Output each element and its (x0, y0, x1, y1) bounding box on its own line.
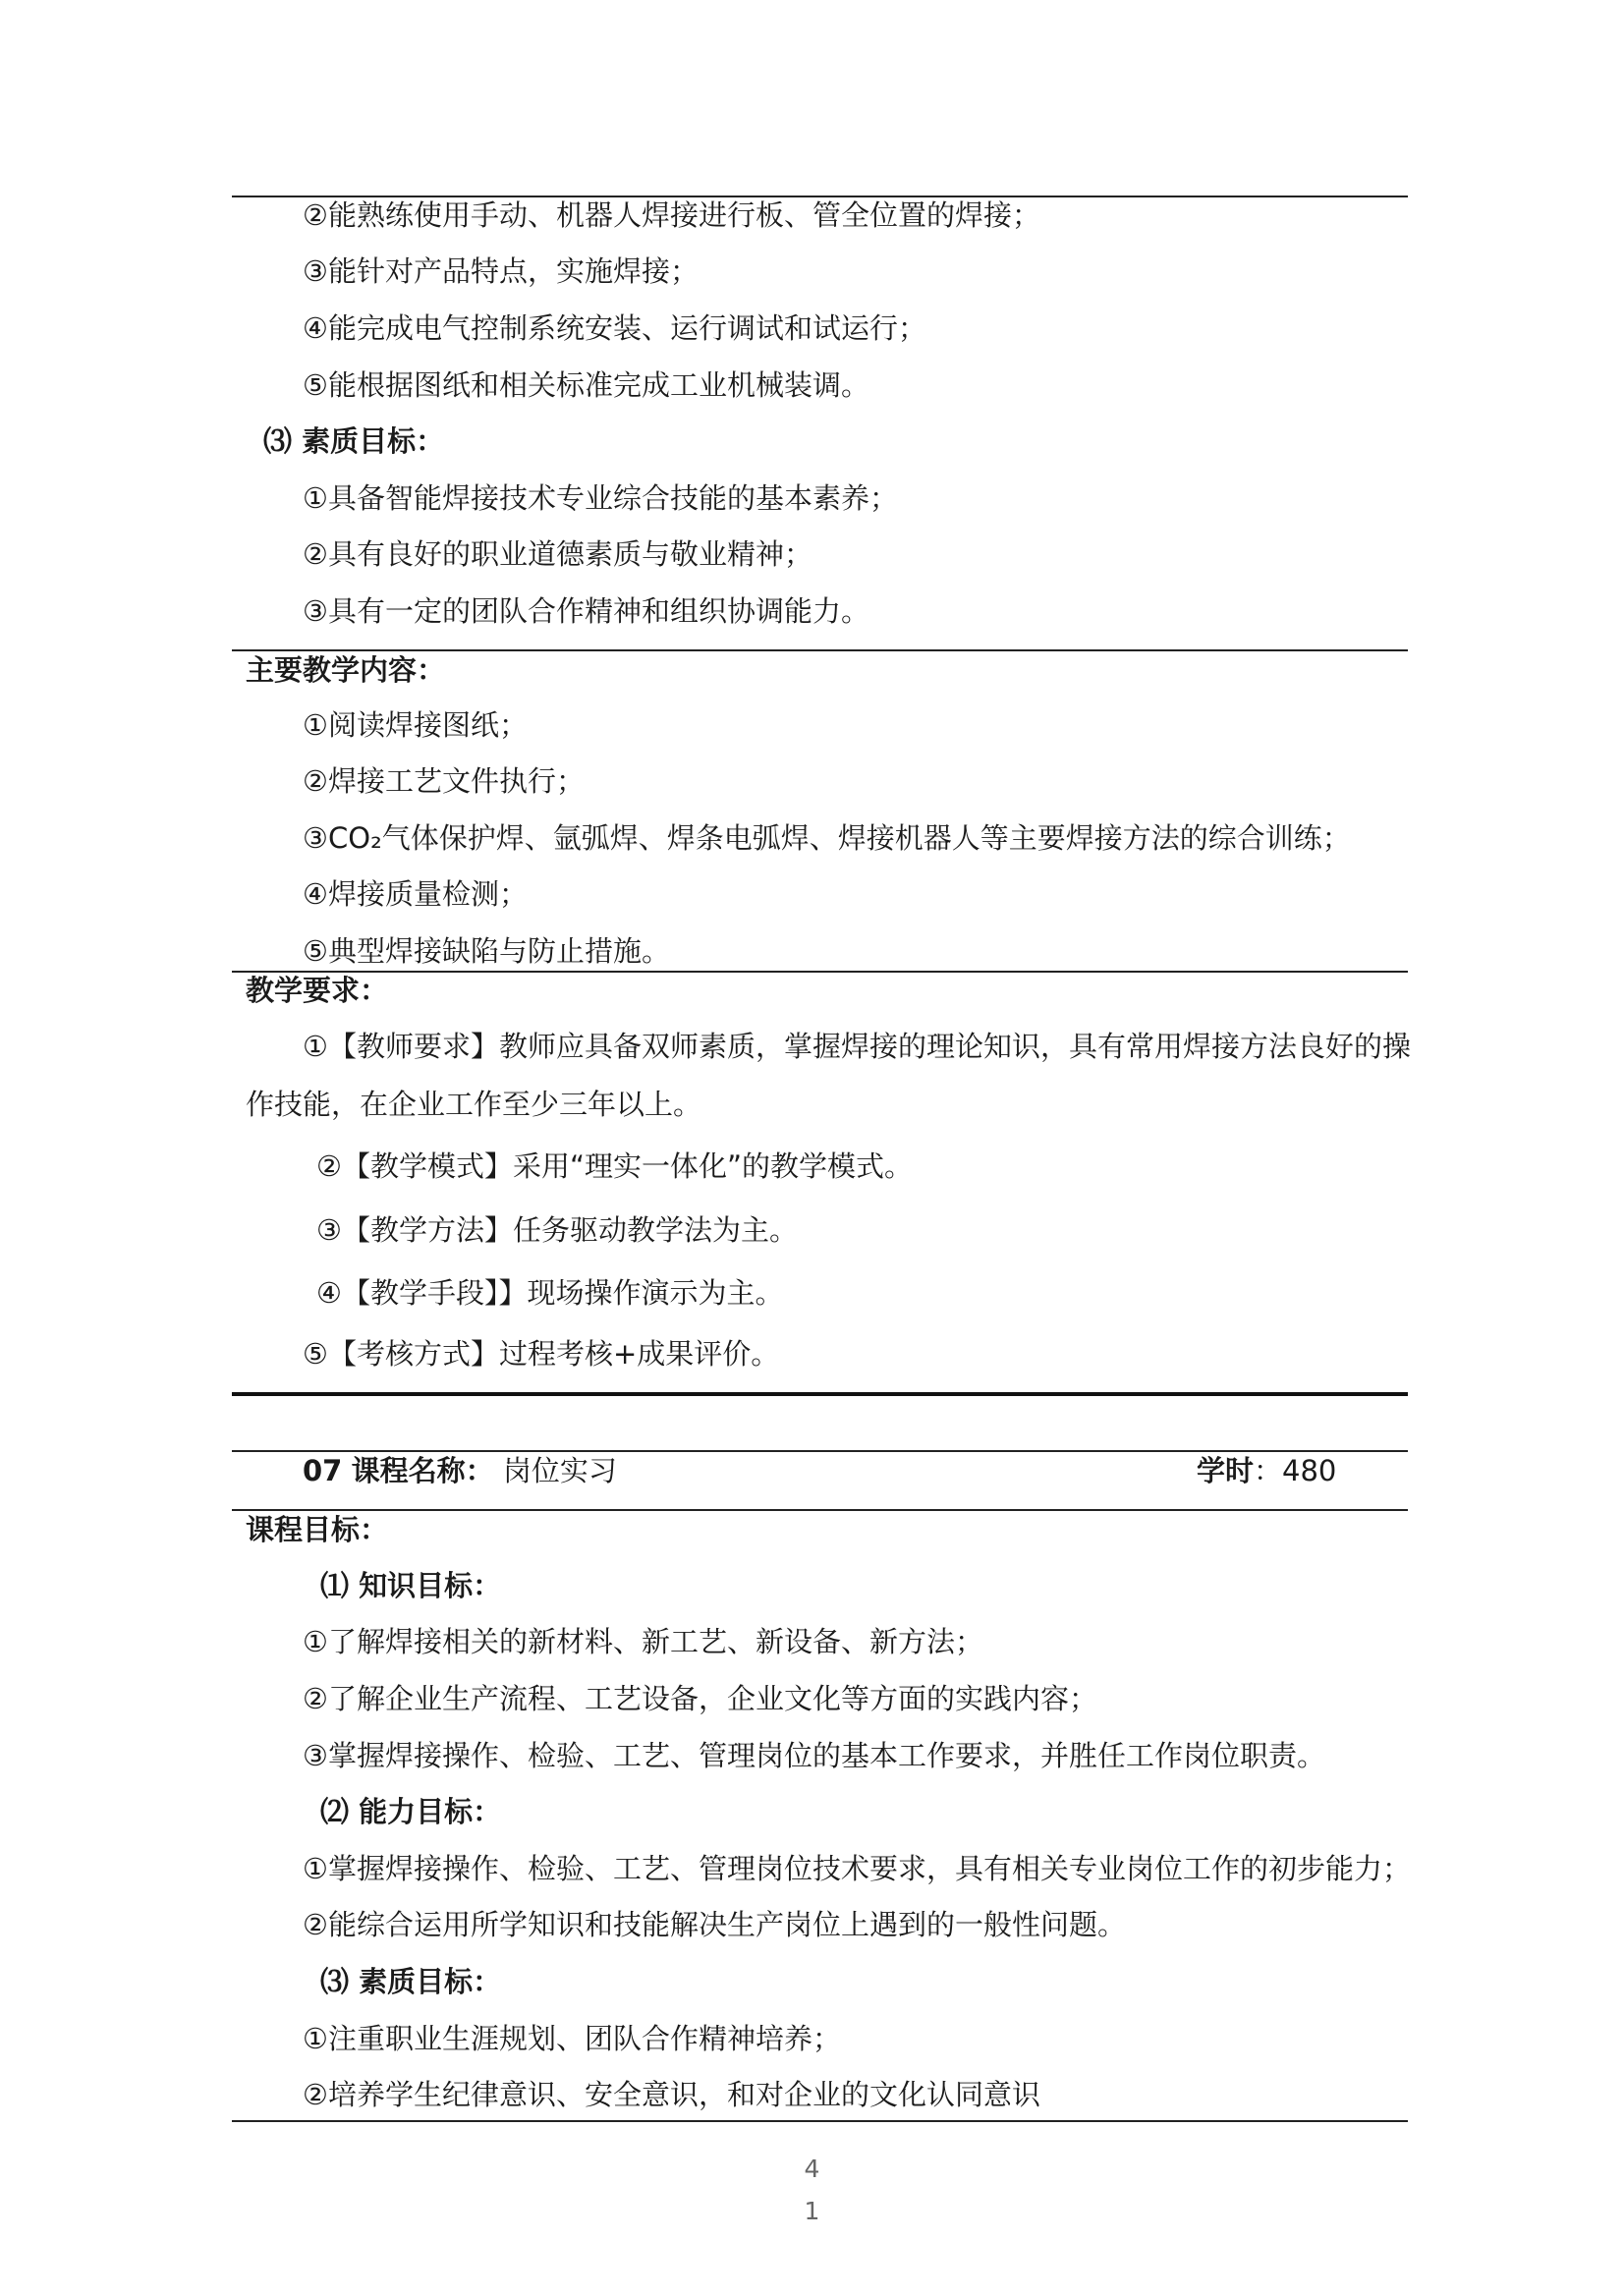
quality-line: ①注重职业生涯规划、团队合作精神培养； (303, 2022, 841, 2055)
page-number: 4 (804, 2155, 820, 2183)
knowledge-line: ②了解企业生产流程、工艺设备，企业文化等方面的实践内容； (303, 1682, 1097, 1715)
goal-heading: 课程目标： (246, 1513, 389, 1546)
requirement-line: ④【教学手段】】现场操作演示为主。 (316, 1276, 784, 1310)
content-heading: 主要教学内容： (246, 653, 446, 687)
knowledge-line: ①了解焊接相关的新材料、新工艺、新设备、新方法； (303, 1625, 983, 1658)
content-line: ①阅读焊接图纸； (303, 708, 528, 742)
quality-heading: ⑶ 素质目标： (263, 424, 445, 458)
knowledge-heading: ⑴ 知识目标： (320, 1569, 502, 1602)
requirement-line: ⑤【考核方式】过程考核+成果评价。 (303, 1337, 780, 1371)
table-rule (232, 2120, 1408, 2122)
knowledge-line: ③掌握焊接操作、检验、工艺、管理岗位的基本工作要求，并胜任工作岗位职责。 (303, 1739, 1325, 1772)
quality-line: ②具有良好的职业道德素质与敬业精神； (303, 537, 812, 571)
course-hours-value: ：480 (1254, 1454, 1337, 1487)
quality-line: ①具备智能焊接技术专业综合技能的基本素养； (303, 481, 898, 515)
requirement-line: ①【教师要求】教师应具备双师素质，掌握焊接的理论知识，具有常用焊接方法良好的操 (303, 1030, 1411, 1063)
requirement-line: ③【教学方法】任务驱动教学法为主。 (316, 1213, 798, 1247)
ability-line: ②能熟练使用手动、机器人焊接进行板、管全位置的焊接； (303, 198, 1040, 232)
ability-line: ①掌握焊接操作、检验、工艺、管理岗位技术要求，具有相关专业岗位工作的初步能力； (303, 1852, 1411, 1885)
content-line: ④焊接质量检测； (303, 877, 528, 911)
course-hours (1197, 1451, 1336, 1490)
course-number: 07 (303, 1454, 343, 1487)
table-rule (232, 971, 1408, 973)
ability-heading: ⑵ 能力目标： (320, 1795, 502, 1828)
content-line: ②焊接工艺文件执行； (303, 764, 585, 798)
requirement-line-cont: 作技能，在企业工作至少三年以上。 (246, 1088, 702, 1121)
course-name: 岗位实习 (502, 1454, 617, 1487)
ability-line: ②能综合运用所学知识和技能解决生产岗位上遇到的一般性问题。 (303, 1908, 1126, 1941)
quality-line: ②培养学生纪律意识、安全意识，和对企业的文化认同意识 (303, 2078, 1040, 2111)
ability-line: ③能针对产品特点，实施焊接； (303, 254, 699, 288)
ability-line: ④能完成电气控制系统安装、运行调试和试运行； (303, 311, 926, 345)
course-hours-label: 学时 (1197, 1454, 1255, 1487)
quality-heading: ⑶ 素质目标： (320, 1965, 502, 1998)
course-name-label: 课程名称： (351, 1454, 494, 1487)
course-title-row (303, 1451, 617, 1490)
content-line: ⑤典型焊接缺陷与防止措施。 (303, 934, 670, 968)
content-line: ③CO₂气体保护焊、氩弧焊、焊条电弧焊、焊接机器人等主要焊接方法的综合训练； (303, 821, 1351, 855)
requirements-heading: 教学要求： (246, 974, 389, 1007)
requirement-line: ②【教学模式】采用“理实一体化”的教学模式。 (316, 1149, 914, 1183)
ability-line: ⑤能根据图纸和相关标准完成工业机械装调。 (303, 368, 869, 402)
quality-line: ③具有一定的团队合作精神和组织协调能力。 (303, 594, 869, 628)
table-rule-bottom (232, 1392, 1408, 1396)
table-rule (232, 1509, 1408, 1511)
page-number-sub: 1 (804, 2197, 820, 2225)
